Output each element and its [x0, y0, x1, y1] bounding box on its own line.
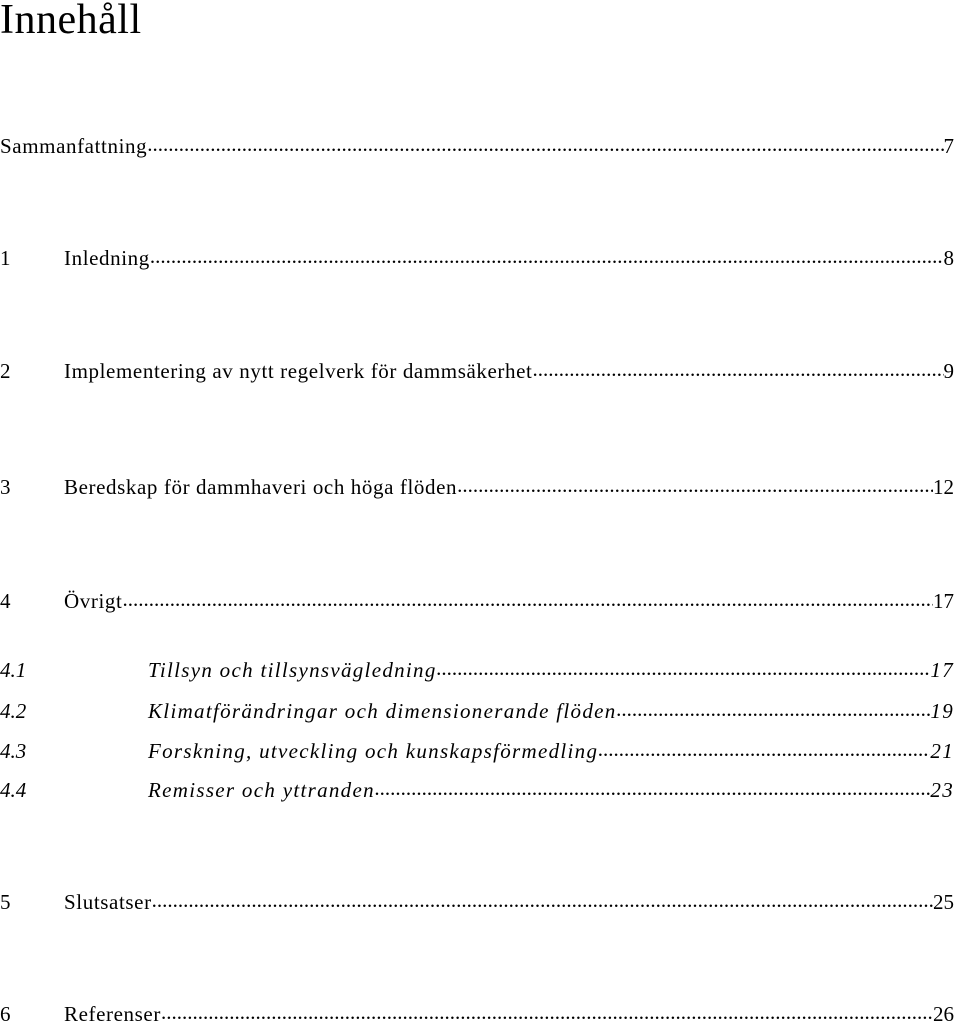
- toc-entry-page: 17: [930, 658, 954, 682]
- toc-entry-number: 4: [0, 589, 11, 613]
- toc-entry-title: Klimatförändringar och dimensionerande flöden: [148, 699, 617, 723]
- toc-entry-title: Sammanfattning: [0, 134, 148, 158]
- toc-entry-page: 21: [930, 739, 954, 763]
- toc-entry-number: 3: [0, 475, 11, 499]
- toc-entry-page: 17: [933, 589, 954, 613]
- toc-entry-title: Inledning: [64, 246, 150, 270]
- toc-entry-4-1[interactable]: [0, 656, 954, 683]
- toc-entry-6[interactable]: [0, 1000, 954, 1027]
- dot-leader: [150, 244, 944, 265]
- toc-entry-title: Remisser och yttranden: [148, 778, 375, 802]
- toc-entry-page: 9: [943, 359, 954, 383]
- toc-entry-page: 25: [933, 890, 954, 914]
- toc-entry-title: Slutsatser: [64, 890, 152, 914]
- dot-leader: [122, 587, 933, 608]
- toc-entry-page: 19: [930, 699, 954, 723]
- toc-entry-title: Tillsyn och tillsynsvägledning: [148, 658, 437, 682]
- dot-leader: [152, 888, 933, 909]
- toc-entry-3[interactable]: [0, 473, 954, 500]
- dot-leader: [598, 737, 930, 758]
- toc-entry-page: 12: [933, 475, 954, 499]
- toc-entry-5[interactable]: [0, 888, 954, 915]
- toc-entry-title: Forskning, utveckling och kunskapsförmedling: [148, 739, 599, 763]
- toc-entry-1[interactable]: [0, 244, 954, 271]
- toc-entry-title: Beredskap för dammhaveri och höga flöden: [64, 475, 458, 499]
- toc-entry-4-3[interactable]: [0, 737, 954, 764]
- toc-entry-title: Referenser: [64, 1002, 161, 1026]
- toc-entry-number: 6: [0, 1002, 11, 1026]
- toc-entry-page: 23: [930, 778, 954, 802]
- toc-entry-4-2[interactable]: [0, 697, 954, 724]
- toc-entry-number: 4.3: [0, 739, 27, 763]
- toc-entry-page: 7: [943, 134, 954, 158]
- toc-entry-page: 8: [943, 246, 954, 270]
- toc-entry-number: 4.4: [0, 778, 27, 802]
- dot-leader: [147, 132, 943, 153]
- dot-leader: [161, 1000, 933, 1021]
- toc-entry-sammanfattning[interactable]: [0, 132, 954, 159]
- dot-leader: [437, 656, 931, 677]
- dot-leader: [532, 357, 943, 378]
- toc-entry-4-4[interactable]: [0, 776, 954, 803]
- toc-entry-title: Övrigt: [64, 589, 123, 613]
- toc-entry-number: 5: [0, 890, 11, 914]
- toc-entry-page: 26: [933, 1002, 954, 1026]
- toc-entry-number: 4.1: [0, 658, 27, 682]
- toc-entry-4[interactable]: [0, 587, 954, 614]
- toc-entry-number: 4.2: [0, 699, 27, 723]
- page-title: Innehåll: [0, 0, 142, 43]
- toc-entry-2[interactable]: [0, 357, 954, 384]
- dot-leader: [457, 473, 933, 494]
- toc-entry-number: 2: [0, 359, 11, 383]
- dot-leader: [375, 776, 931, 797]
- toc-entry-title: Implementering av nytt regelverk för dammsäkerhet: [64, 359, 533, 383]
- dot-leader: [617, 697, 931, 718]
- toc-entry-number: 1: [0, 246, 11, 270]
